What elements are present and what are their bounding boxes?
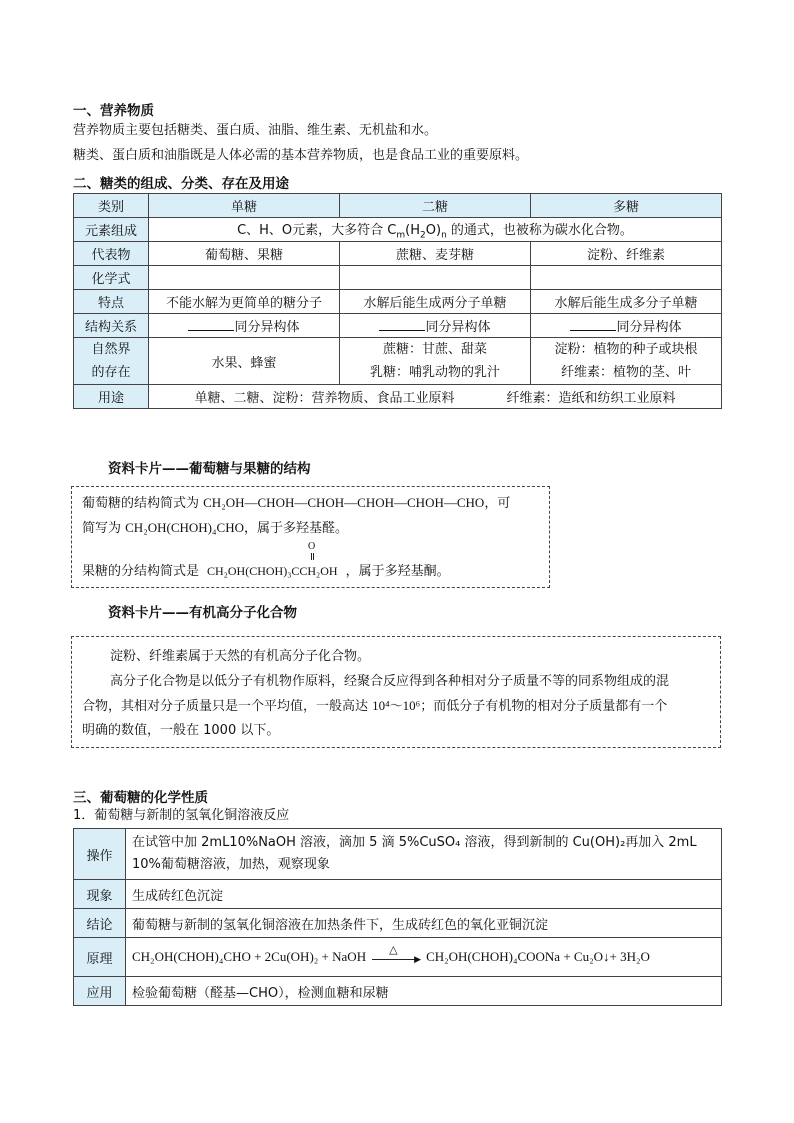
card-1-title: 资料卡片——葡萄糖与果糖的结构 <box>108 461 311 477</box>
feat-poly: 水解后能生成多分子单糖 <box>531 290 722 314</box>
row-label-principle: 原理 <box>74 938 126 977</box>
struct-di <box>340 314 531 338</box>
sugar-classification-table <box>73 193 722 409</box>
table-row <box>74 194 722 218</box>
table-row <box>74 385 722 409</box>
card-1-l3-tail: ，属于多羟基酮。 <box>345 564 450 579</box>
equation-left: CH₂OH(CHOH)₄CHO + 2Cu(OH)₂ + NaOH <box>132 948 367 964</box>
operation-line-2: 10%葡萄糖溶液，加热，观察现象 <box>132 857 330 872</box>
card-2-line-4: 明确的数值，一般在 1000 以下。 <box>82 723 280 738</box>
table-row <box>74 338 722 385</box>
table-row <box>74 242 722 266</box>
rep-poly: 淀粉、纤维素 <box>531 242 722 266</box>
nat-di-line-2: 乳糖：哺乳动物的乳汁 <box>369 365 500 380</box>
application-cell: 检验葡萄糖（醛基—CHO），检测血糖和尿糖 <box>126 977 722 1006</box>
struct-mono <box>149 314 340 338</box>
elements-sub-n: n <box>441 230 447 241</box>
header-disaccharide: 二糖 <box>340 194 531 218</box>
equation-right: CH₂OH(CHOH)₄COONa + Cu₂O↓+ 3H₂O <box>426 948 650 964</box>
nat-poly <box>531 338 722 385</box>
row-label-features: 特点 <box>74 290 149 314</box>
nature-label-2: 的存在 <box>91 365 131 380</box>
card-1-l1-text: 葡萄糖的结构简式为 <box>82 496 204 511</box>
header-monosaccharide: 单糖 <box>149 194 340 218</box>
table-row <box>74 938 722 977</box>
glucose-full-formula: CH₂OH—CHOH—CHOH—CHOH—CHOH—CHO <box>203 495 485 510</box>
row-label-application: 应用 <box>74 977 126 1006</box>
formula-poly <box>531 266 722 290</box>
row-label-nature <box>74 338 149 385</box>
nat-poly-line-1: 淀粉：植物的种子或块根 <box>554 342 698 357</box>
nat-mono: 水果、蜂蜜 <box>149 338 340 385</box>
fill-blank <box>570 318 616 331</box>
row-label-observation: 现象 <box>74 880 126 909</box>
double-bond-mark <box>311 553 314 560</box>
row-label-elements: 元素组成 <box>74 218 149 242</box>
operation-cell <box>126 829 722 880</box>
header-category: 类别 <box>74 194 149 218</box>
struct-poly <box>531 314 722 338</box>
fill-blank <box>188 318 234 331</box>
formula-mono <box>149 266 340 290</box>
elements-sub-2: 2 <box>420 230 426 241</box>
fill-blank <box>379 318 425 331</box>
observation-cell: 生成砖红色沉淀 <box>126 880 722 909</box>
section-3-title: 三、葡萄糖的化学性质 <box>73 790 208 806</box>
elements-cell <box>149 218 722 242</box>
glucose-reaction-table <box>73 828 722 1006</box>
conclusion-cell: 葡萄糖与新制的氢氧化铜溶液在加热条件下，生成砖红色的氧化亚铜沉淀 <box>126 909 722 938</box>
card-1-l2-text: 简写为 <box>82 521 126 536</box>
row-label-structure: 结构关系 <box>74 314 149 338</box>
struct-text: 同分异构体 <box>425 320 491 335</box>
table-row <box>74 909 722 938</box>
mass-range: 10⁴～10⁶ <box>372 698 421 713</box>
elements-text-b: (H <box>405 222 421 238</box>
uses-cell <box>149 385 722 409</box>
row-label-formula: 化学式 <box>74 266 149 290</box>
row-label-conclusion: 结论 <box>74 909 126 938</box>
uses-a: 单糖、二糖、淀粉：营养物质、食品工业原料 <box>194 391 455 406</box>
row-label-uses: 用途 <box>74 385 149 409</box>
rep-di: 蔗糖、麦芽糖 <box>340 242 531 266</box>
card-1-l2-tail: ，属于多羟基醛。 <box>243 521 348 536</box>
card-2-line-1: 淀粉、纤维素属于天然的有机高分子化合物。 <box>110 649 371 664</box>
row-label-operation: 操作 <box>74 829 126 880</box>
table-row <box>74 314 722 338</box>
operation-line-1: 在试管中加 2mL10%NaOH 溶液，滴加 5 滴 5%CuSO₄ 溶液，得到新制的 Cu(OH)₂再加入 2mL <box>132 835 697 850</box>
principle-cell <box>126 938 722 977</box>
struct-text: 同分异构体 <box>616 320 682 335</box>
table-row <box>74 829 722 880</box>
nature-label-1: 自然界 <box>91 342 131 357</box>
card-2-box <box>71 636 721 748</box>
table-row <box>74 218 722 242</box>
row-label-representative: 代表物 <box>74 242 149 266</box>
section-1-paragraph-1: 营养物质主要包括糖类、蛋白质、油脂、维生素、无机盐和水。 <box>73 123 438 138</box>
card-1-line-1 <box>82 493 510 514</box>
fructose-formula: CH₂OH(CHOH)₃CCH₂OH <box>207 564 338 578</box>
card-1-l1-tail: ，可 <box>484 496 511 511</box>
heat-symbol: △ <box>389 943 398 957</box>
section-1-title: 一、营养物质 <box>73 103 154 119</box>
card-2-l3-text: 合物，其相对分子质量只是一个平均值，一般高达 <box>82 699 373 714</box>
glucose-short-formula: CH₂OH(CHOH)₄CHO <box>125 520 244 535</box>
feat-di: 水解后能生成两分子单糖 <box>340 290 531 314</box>
elements-text-c: O) <box>425 222 442 238</box>
card-2-line-2: 高分子化合物是以低分子有机物作原料，经聚合反应得到各种相对分子质量不等的同系物组成的混 <box>110 674 670 689</box>
card-2-line-3 <box>82 696 667 717</box>
card-1-line-2 <box>82 518 348 539</box>
table-row <box>74 977 722 1006</box>
ketone-oxygen: O <box>308 541 316 552</box>
elements-text-a: C、H、O元素，大多符合 C <box>237 222 397 238</box>
header-polysaccharide: 多糖 <box>531 194 722 218</box>
formula-di <box>340 266 531 290</box>
card-1-box <box>71 486 550 588</box>
nat-poly-line-2: 纤维素：植物的茎、叶 <box>560 365 691 380</box>
uses-b: 纤维素：造纸和纺织工业原料 <box>506 391 676 406</box>
section-2-title: 二、糖类的组成、分类、存在及用途 <box>73 176 289 192</box>
card-2-l3-tail: ；而低分子有机物的相对分子质量都有一个 <box>420 699 668 714</box>
card-1-l3-text: 果糖的分结构简式是 <box>82 564 200 579</box>
table-row <box>74 880 722 909</box>
feat-mono: 不能水解为更简单的糖分子 <box>149 290 340 314</box>
card-1-line-3 <box>82 561 450 582</box>
rep-mono: 葡萄糖、果糖 <box>149 242 340 266</box>
table-row <box>74 266 722 290</box>
elements-text-d: 的通式，也被称为碳水化合物。 <box>446 222 633 238</box>
section-1-paragraph-2: 糖类、蛋白质和油脂既是人体必需的基本营养物质，也是食品工业的重要原料。 <box>73 148 529 163</box>
reaction-arrow: ▶ △ <box>372 949 420 965</box>
table-row <box>74 290 722 314</box>
elements-sub-m: m <box>396 230 406 241</box>
section-3-subtitle: 1．葡萄糖与新制的氢氧化铜溶液反应 <box>73 808 290 823</box>
nat-di <box>340 338 531 385</box>
card-2-title: 资料卡片——有机高分子化合物 <box>108 605 297 621</box>
struct-text: 同分异构体 <box>234 320 300 335</box>
nat-di-line-1: 蔗糖：甘蔗、甜菜 <box>382 342 487 357</box>
